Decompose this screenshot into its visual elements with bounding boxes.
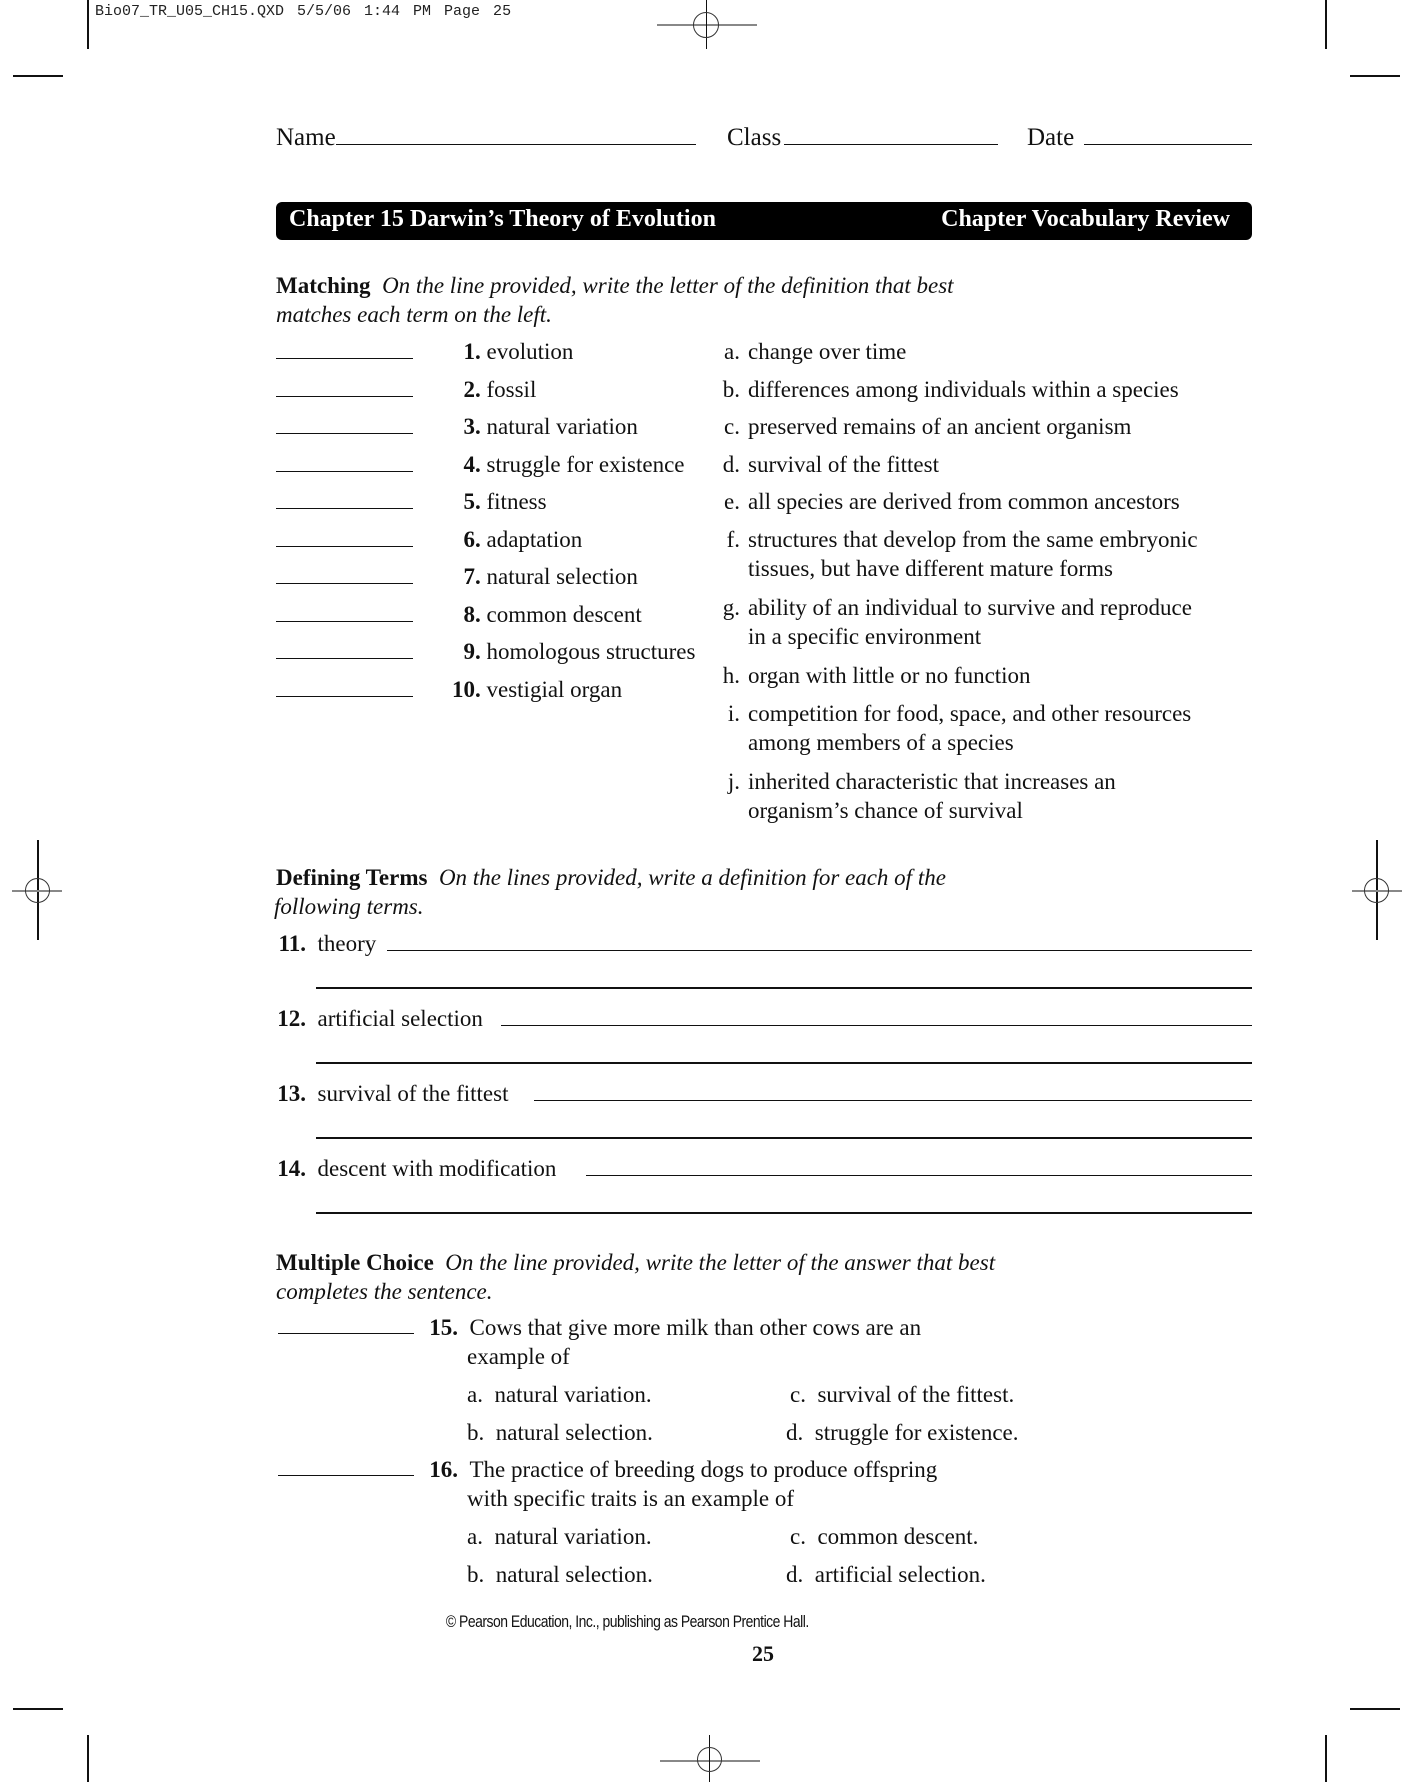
option-text: natural variation. bbox=[494, 1524, 652, 1549]
crop-mark-top-right-horizontal bbox=[1350, 75, 1400, 77]
chapter-title-bar bbox=[276, 202, 1252, 240]
option-letter: a. bbox=[467, 1382, 483, 1407]
definition-text: organ with little or no function bbox=[748, 663, 1031, 688]
chapter-title: Chapter 15 Darwin’s Theory of Evolution bbox=[289, 206, 716, 232]
date-label: Date bbox=[1027, 124, 1075, 151]
question-stem-cont bbox=[467, 1484, 794, 1513]
option-a[interactable] bbox=[467, 1522, 652, 1551]
multiple-choice-heading bbox=[276, 1248, 995, 1277]
option-text: survival of the fittest. bbox=[817, 1382, 1015, 1407]
definition-text: survival of the fittest bbox=[748, 451, 939, 477]
multiple-choice-title: Multiple Choice bbox=[276, 1250, 434, 1275]
term-text: vestigial organ bbox=[486, 676, 623, 702]
term-number: 5. bbox=[463, 489, 481, 514]
registration-mark-top-circle bbox=[693, 12, 719, 38]
registration-mark-bottom-circle bbox=[697, 1747, 722, 1772]
definition-item bbox=[712, 375, 1179, 404]
definition-item bbox=[712, 337, 906, 366]
term-text: common descent bbox=[486, 601, 642, 627]
definition-text: structures that develop from the same embryonic bbox=[748, 526, 1198, 552]
definition-item bbox=[712, 412, 1131, 441]
definition-text-cont: tissues, but have different mature forms bbox=[748, 555, 1113, 581]
definition-letter: f. bbox=[726, 526, 740, 552]
multiple-choice-instructions-cont bbox=[276, 1277, 493, 1306]
date-blank-line[interactable] bbox=[1084, 144, 1252, 145]
date-field[interactable] bbox=[1027, 124, 1252, 152]
question-stem bbox=[424, 1455, 937, 1484]
definition-letter: g. bbox=[722, 595, 740, 620]
name-blank-line[interactable] bbox=[336, 144, 696, 145]
definition-letter: a. bbox=[724, 339, 740, 364]
definition-text: all species are derived from common ancestors bbox=[748, 489, 1180, 514]
answer-blank[interactable] bbox=[276, 508, 413, 509]
option-d[interactable] bbox=[786, 1560, 986, 1589]
definition-answer-line[interactable] bbox=[586, 1175, 1252, 1176]
answer-blank[interactable] bbox=[276, 621, 413, 622]
crop-mark-bottom-right-vertical bbox=[1325, 1735, 1327, 1782]
matching-instructions: On the line provided, write the letter of the definition that best bbox=[382, 273, 954, 298]
option-letter: a. bbox=[467, 1524, 483, 1549]
definition-letter: i. bbox=[727, 701, 740, 726]
defining-term-item bbox=[276, 1154, 556, 1183]
defining-terms-instructions-cont bbox=[274, 892, 424, 921]
option-b[interactable] bbox=[467, 1418, 653, 1447]
crop-mark-top-right-vertical bbox=[1325, 0, 1327, 49]
definition-letter: c. bbox=[724, 414, 740, 439]
definition-answer-line-2[interactable] bbox=[316, 987, 1252, 989]
name-field[interactable] bbox=[276, 124, 696, 152]
definition-item bbox=[712, 525, 1198, 583]
definition-answer-line-2[interactable] bbox=[316, 1137, 1252, 1139]
defining-terms-heading bbox=[276, 863, 946, 892]
class-blank-line[interactable] bbox=[784, 144, 998, 145]
class-field[interactable] bbox=[727, 124, 998, 152]
term-text: descent with modification bbox=[317, 1156, 557, 1181]
definition-letter: b. bbox=[722, 376, 740, 402]
question-text-cont: example of bbox=[467, 1344, 570, 1369]
term-number: 14. bbox=[277, 1156, 306, 1181]
question-text: The practice of breeding dogs to produce offspring bbox=[469, 1457, 938, 1482]
option-letter: c. bbox=[790, 1382, 806, 1407]
matching-term-row bbox=[276, 450, 684, 479]
matching-term-row bbox=[276, 637, 695, 666]
answer-blank[interactable] bbox=[276, 696, 413, 697]
crop-mark-top-left-vertical bbox=[87, 0, 89, 49]
definition-answer-line[interactable] bbox=[534, 1100, 1252, 1101]
matching-term-row bbox=[276, 600, 642, 629]
option-b[interactable] bbox=[467, 1560, 653, 1589]
definition-text: ability of an individual to survive and reproduce bbox=[748, 595, 1192, 620]
term-text: theory bbox=[317, 931, 377, 956]
option-letter: d. bbox=[786, 1562, 804, 1587]
definition-text-cont: organism’s chance of survival bbox=[748, 798, 1023, 823]
term-text: natural variation bbox=[486, 414, 638, 439]
definition-text-cont: in a specific environment bbox=[748, 624, 982, 649]
copyright-notice: © Pearson Education, Inc., publishing as Pearson Prentice Hall. bbox=[445, 1612, 809, 1631]
term-text: fitness bbox=[486, 489, 547, 514]
answer-blank[interactable] bbox=[276, 358, 413, 359]
term-number: 8. bbox=[463, 601, 481, 627]
definition-text: preserved remains of an ancient organism bbox=[748, 414, 1132, 439]
defining-term-item bbox=[276, 1004, 483, 1033]
matching-term-row bbox=[276, 412, 638, 441]
term-number: 4. bbox=[463, 451, 481, 477]
definition-text: change over time bbox=[748, 339, 907, 364]
definition-text: inherited characteristic that increases an bbox=[748, 769, 1116, 794]
term-number: 10. bbox=[452, 676, 481, 702]
multiple-choice-instructions: On the line provided, write the letter of the answer that best bbox=[445, 1250, 996, 1275]
term-number: 12. bbox=[277, 1006, 306, 1031]
term-text: artificial selection bbox=[317, 1006, 483, 1031]
class-label: Class bbox=[727, 124, 782, 151]
definition-letter: d. bbox=[722, 451, 740, 477]
crop-mark-bottom-right-horizontal bbox=[1350, 1708, 1400, 1710]
term-text: adaptation bbox=[486, 526, 583, 552]
defining-terms-instructions-line2: following terms. bbox=[274, 894, 424, 919]
definition-answer-line[interactable] bbox=[501, 1025, 1252, 1026]
defining-term-item bbox=[276, 929, 376, 958]
option-letter: d. bbox=[786, 1420, 804, 1445]
term-number: 6. bbox=[463, 526, 481, 552]
answer-blank[interactable] bbox=[276, 546, 413, 547]
term-text: homologous structures bbox=[486, 639, 696, 664]
definition-item bbox=[712, 450, 939, 479]
term-number: 2. bbox=[463, 376, 481, 402]
worksheet-type: Chapter Vocabulary Review bbox=[941, 206, 1230, 232]
term-text: survival of the fittest bbox=[317, 1081, 509, 1106]
matching-term-row bbox=[276, 337, 573, 366]
question-stem-cont bbox=[467, 1342, 570, 1371]
registration-mark-right-circle bbox=[1364, 878, 1389, 903]
page-number: 25 bbox=[752, 1641, 774, 1666]
matching-term-row bbox=[276, 675, 622, 704]
option-text: common descent. bbox=[817, 1524, 979, 1549]
definition-answer-line-2[interactable] bbox=[316, 1212, 1252, 1214]
answer-blank[interactable] bbox=[276, 471, 413, 472]
matching-term-row bbox=[276, 375, 536, 404]
defining-terms-instructions: On the lines provided, write a definition for each of the bbox=[438, 865, 946, 890]
matching-term-row bbox=[276, 562, 638, 591]
answer-blank[interactable] bbox=[278, 1333, 414, 1334]
option-a[interactable] bbox=[467, 1380, 652, 1409]
definition-letter: h. bbox=[722, 663, 740, 688]
option-text: struggle for existence. bbox=[814, 1420, 1019, 1445]
answer-blank[interactable] bbox=[276, 396, 413, 397]
option-letter: c. bbox=[790, 1524, 806, 1549]
question-number: 15. bbox=[429, 1315, 458, 1340]
matching-heading bbox=[276, 271, 954, 300]
question-stem bbox=[424, 1313, 921, 1342]
matching-instructions-line2: matches each term on the left. bbox=[276, 302, 552, 327]
crop-mark-top-left-horizontal bbox=[13, 75, 63, 77]
option-c[interactable] bbox=[790, 1522, 978, 1551]
definition-item bbox=[712, 699, 1191, 757]
option-text: natural variation. bbox=[494, 1382, 652, 1407]
crop-mark-bottom-left-vertical bbox=[87, 1735, 89, 1782]
registration-mark-left-circle bbox=[25, 878, 50, 903]
option-letter: b. bbox=[467, 1562, 485, 1587]
term-number: 3. bbox=[463, 414, 481, 439]
multiple-choice-instructions-line2: completes the sentence. bbox=[276, 1279, 493, 1304]
definition-letter: j. bbox=[727, 769, 740, 794]
term-text: struggle for existence bbox=[486, 451, 685, 477]
definition-text: competition for food, space, and other resources bbox=[748, 701, 1192, 726]
question-text: Cows that give more milk than other cows are an bbox=[469, 1315, 922, 1340]
term-number: 7. bbox=[463, 564, 481, 589]
matching-title: Matching bbox=[276, 273, 371, 298]
definition-item bbox=[712, 661, 1031, 690]
defining-term-item bbox=[276, 1079, 509, 1108]
crop-mark-bottom-left-horizontal bbox=[13, 1708, 63, 1710]
definition-text-cont: among members of a species bbox=[748, 730, 1014, 755]
definition-item bbox=[712, 487, 1180, 516]
question-number: 16. bbox=[429, 1457, 458, 1482]
definition-answer-line[interactable] bbox=[387, 950, 1252, 951]
printer-slug: Bio07_TR_U05_CH15.QXD 5/5/06 1:44 PM Page 25 bbox=[95, 3, 512, 20]
option-text: artificial selection. bbox=[814, 1562, 986, 1587]
term-number: 11. bbox=[278, 931, 306, 956]
matching-term-row bbox=[276, 525, 582, 554]
definition-item bbox=[712, 593, 1192, 651]
matching-term-row bbox=[276, 487, 547, 516]
answer-blank[interactable] bbox=[276, 433, 413, 434]
definition-item bbox=[712, 767, 1116, 825]
term-text: evolution bbox=[486, 339, 574, 364]
definition-text: differences among individuals within a species bbox=[748, 376, 1179, 402]
defining-terms-title: Defining Terms bbox=[276, 865, 428, 890]
answer-blank[interactable] bbox=[278, 1475, 414, 1476]
definition-letter: e. bbox=[724, 489, 740, 514]
option-d[interactable] bbox=[786, 1418, 1018, 1447]
answer-blank[interactable] bbox=[276, 658, 413, 659]
question-text-cont: with specific traits is an example of bbox=[467, 1486, 795, 1511]
term-number: 13. bbox=[277, 1081, 306, 1106]
answer-blank[interactable] bbox=[276, 583, 413, 584]
term-number: 1. bbox=[463, 339, 481, 364]
option-text: natural selection. bbox=[495, 1562, 653, 1587]
term-number: 9. bbox=[463, 639, 481, 664]
definition-answer-line-2[interactable] bbox=[316, 1062, 1252, 1064]
term-text: fossil bbox=[486, 376, 537, 402]
matching-instructions-cont bbox=[276, 300, 552, 329]
name-label: Name bbox=[276, 124, 336, 151]
term-text: natural selection bbox=[486, 564, 638, 589]
option-letter: b. bbox=[467, 1420, 485, 1445]
option-c[interactable] bbox=[790, 1380, 1014, 1409]
option-text: natural selection. bbox=[495, 1420, 653, 1445]
